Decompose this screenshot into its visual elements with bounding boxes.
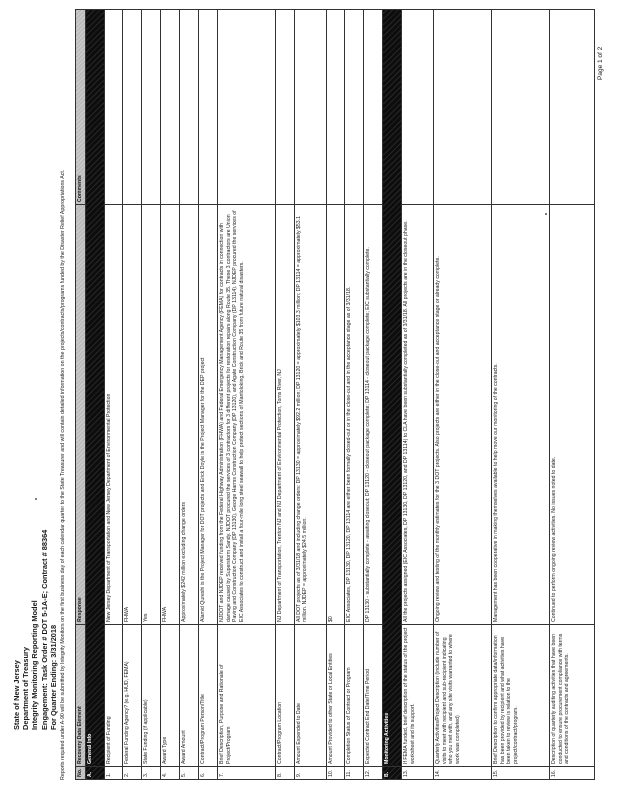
row-number: 9.	[294, 767, 326, 780]
header-line: For Quarter Ending: 3/31/2018	[48, 624, 58, 730]
row-response: NJDOT and NJDEP received funding from the Federal Highway Administration (FHWA) and Federal Emergency Management Agency (FEMA) for contracts in connection with damage caused by Superstorm Sandy. NJDOT procured the services of 3 contractors for 3 different projects for restoration repairs along Route 35. These 3 contractors are Union Paving and Construction Company (DP 13130), George Harms Construction Company (DP 13120), and Agate Construction Company (DP 13114). NJDEP procured the services of EIC Associates to construct and install a four-mile long steel seawall to help protect sections of Mantoloking, Brick and Route 35 from future natural disasters.	[217, 205, 275, 625]
row-element: Federal Funding Agency? (e.g. HUD, FEMA)	[123, 625, 142, 767]
row-response: All the projects assigned (EIC Associates, DP 13130, DP 13120, and DP 13114) to CLA have been substantially completed as of 3/31/18. All projects are in the closeout phase.	[402, 205, 434, 625]
row-number: 1.	[104, 767, 123, 780]
table-row	[275, 10, 294, 780]
row-element: Award Amount	[180, 625, 199, 767]
row-element: Recipient of Funding	[104, 625, 123, 767]
row-comments	[123, 10, 142, 205]
header-line: Engagement: Task Order # DOT 5-1A-E; Contract # 88364	[39, 529, 49, 730]
table-row	[402, 10, 434, 780]
table-row	[180, 10, 199, 780]
table-row	[294, 10, 326, 780]
row-number: 2.	[123, 767, 142, 780]
table-header-row	[76, 10, 86, 780]
row-number: 14.	[434, 767, 492, 780]
section-letter: A.	[85, 767, 104, 780]
row-response: EIC Associates, DP 13130, DP 13120, DP 13114 are either been formally closed-out or in the close-out and in the acceptance stage as of 3/31/18.	[345, 205, 364, 625]
row-element: Expected Contract End Date/Time Period	[364, 625, 383, 767]
table-row	[345, 10, 364, 780]
page-number: Page 1 of 2	[597, 46, 604, 80]
row-element: Brief Description to confirm appropriate data/information has been provided by recipient and what activities have been taken to review is relation to the project/contract/program.	[491, 625, 549, 767]
table-row	[217, 10, 275, 780]
section-title: Monitoring Activities	[383, 10, 402, 767]
row-comments	[491, 10, 549, 205]
row-response: FHWA	[123, 205, 142, 625]
row-comments	[104, 10, 123, 205]
row-number: 10.	[326, 767, 345, 780]
row-number: 8.	[275, 767, 294, 780]
table-row	[198, 10, 217, 780]
reporting-table	[75, 9, 595, 780]
section-title: General Info	[85, 10, 104, 767]
row-comments	[294, 10, 326, 205]
row-element: Amount Provided to other State or Local Entities	[326, 625, 345, 767]
row-number: 15.	[491, 767, 549, 780]
row-comments	[217, 10, 275, 205]
row-element: Contract/Program Person/Title	[198, 625, 217, 767]
row-response: Ongoing review and testing of the monthly estimates for the 3 DOT projects. Also projects are either in the close-out and acceptance stage or already complete.	[434, 205, 492, 625]
row-comments	[161, 10, 180, 205]
row-number: 5.	[180, 767, 199, 780]
row-number: 3.	[142, 767, 161, 780]
table-row	[491, 10, 549, 780]
row-comments	[198, 10, 217, 205]
row-element: Quarterly Activities/Project Description (include number of visits to meet with recipient and sub-recipient indicating who you met with, and any site visits warranted to where work was completed)	[434, 625, 492, 767]
row-comments	[434, 10, 492, 205]
row-number: 7.	[217, 767, 275, 780]
row-element: Award Type	[161, 625, 180, 767]
row-response: Yes	[142, 205, 161, 625]
row-response: NJ Department of Transportation, Trenton NJ and NJ Department of Environmental Protection, Toms River, NJ	[275, 205, 294, 625]
table-row	[434, 10, 492, 780]
row-element: State Funding (if applicable)	[142, 625, 161, 767]
row-number: 12.	[364, 767, 383, 780]
row-response: Continued to perform ongoing review activities. No issues noted to date.	[549, 205, 594, 625]
row-comments	[402, 10, 434, 205]
table-row	[104, 10, 123, 780]
header-line: State of New Jersey	[12, 660, 21, 730]
column-header-element: Recovery Data Element	[76, 625, 86, 767]
row-element: Completion Status of Contract or Program	[345, 625, 364, 767]
section-letter: B.	[383, 767, 402, 780]
intro-paragraph: Reports required under A-90 will be submitted by Integrity Monitors on the first business day of each calendar quarter to the State Treasurer and will contain detailed information on the projects/contracts/programs funded by the Disaster Relief Appropriations Act.	[60, 169, 66, 780]
row-number: 11.	[345, 767, 364, 780]
row-number: 6.	[198, 767, 217, 780]
row-response: Alamid Qureshi is the Project Manager for DOT projects and Erick Doyle is the Project Manager for the DEP project	[198, 205, 217, 625]
scan-speck	[35, 498, 37, 500]
row-comments	[345, 10, 364, 205]
column-header-response: Response	[76, 205, 86, 625]
row-comments	[364, 10, 383, 205]
row-element: If FEMA funded, brief description of the status of the project worksheet and its support.	[402, 625, 434, 767]
row-comments	[326, 10, 345, 205]
row-element: Contract/Program Location	[275, 625, 294, 767]
row-response: All DOT projects as of 3/31/18 and including change orders: DP 13130 = approximately $92.2 million; DP 13120 = approximately $103.3 million; DP 13114 = approximately $53.1 million. NJDEP = approximately $24.5 million.	[294, 205, 326, 625]
table-row	[142, 10, 161, 780]
row-number: 13.	[402, 767, 434, 780]
row-number: 16.	[549, 767, 594, 780]
column-header-no: No.	[76, 767, 86, 780]
row-response: DP 13130 - substantially complete - awaiting closeout; DP 13120 - closeout package complete; DP 13114 - closeout package complete; EIC substantially complete.	[364, 205, 383, 625]
row-comments	[180, 10, 199, 205]
header-line: Department of Treasury	[21, 647, 31, 730]
document-header	[12, 530, 58, 730]
section-row	[383, 10, 402, 780]
table-row	[161, 10, 180, 780]
row-element: Brief Description, Purpose and Rationale of Project/Program	[217, 625, 275, 767]
header-line: Integrity Monitoring Reporting Model	[30, 600, 40, 730]
column-header-comments: Comments	[76, 10, 86, 205]
row-comments	[549, 10, 594, 205]
row-response: $0	[326, 205, 345, 625]
row-response: Approximately $242 million excluding change orders	[180, 205, 199, 625]
row-element: Amount Expended to Date	[294, 625, 326, 767]
section-row	[85, 10, 104, 780]
row-response: New Jersey Department of Transportation and New Jersey Department of Environmental Protection	[104, 205, 123, 625]
table-row	[364, 10, 383, 780]
table-row	[549, 10, 594, 780]
table-row	[123, 10, 142, 780]
row-response: FHWA	[161, 205, 180, 625]
row-number: 4.	[161, 767, 180, 780]
row-response: Management has been cooperative in making themselves available to help move our monitoring of the contracts.	[491, 205, 549, 625]
row-comments	[142, 10, 161, 205]
row-element: Description of quarterly auditing activities that have been conducted to ensure procurement compliance with terms and conditions of the contracts and agreements.	[549, 625, 594, 767]
table-row	[326, 10, 345, 780]
row-comments	[275, 10, 294, 205]
